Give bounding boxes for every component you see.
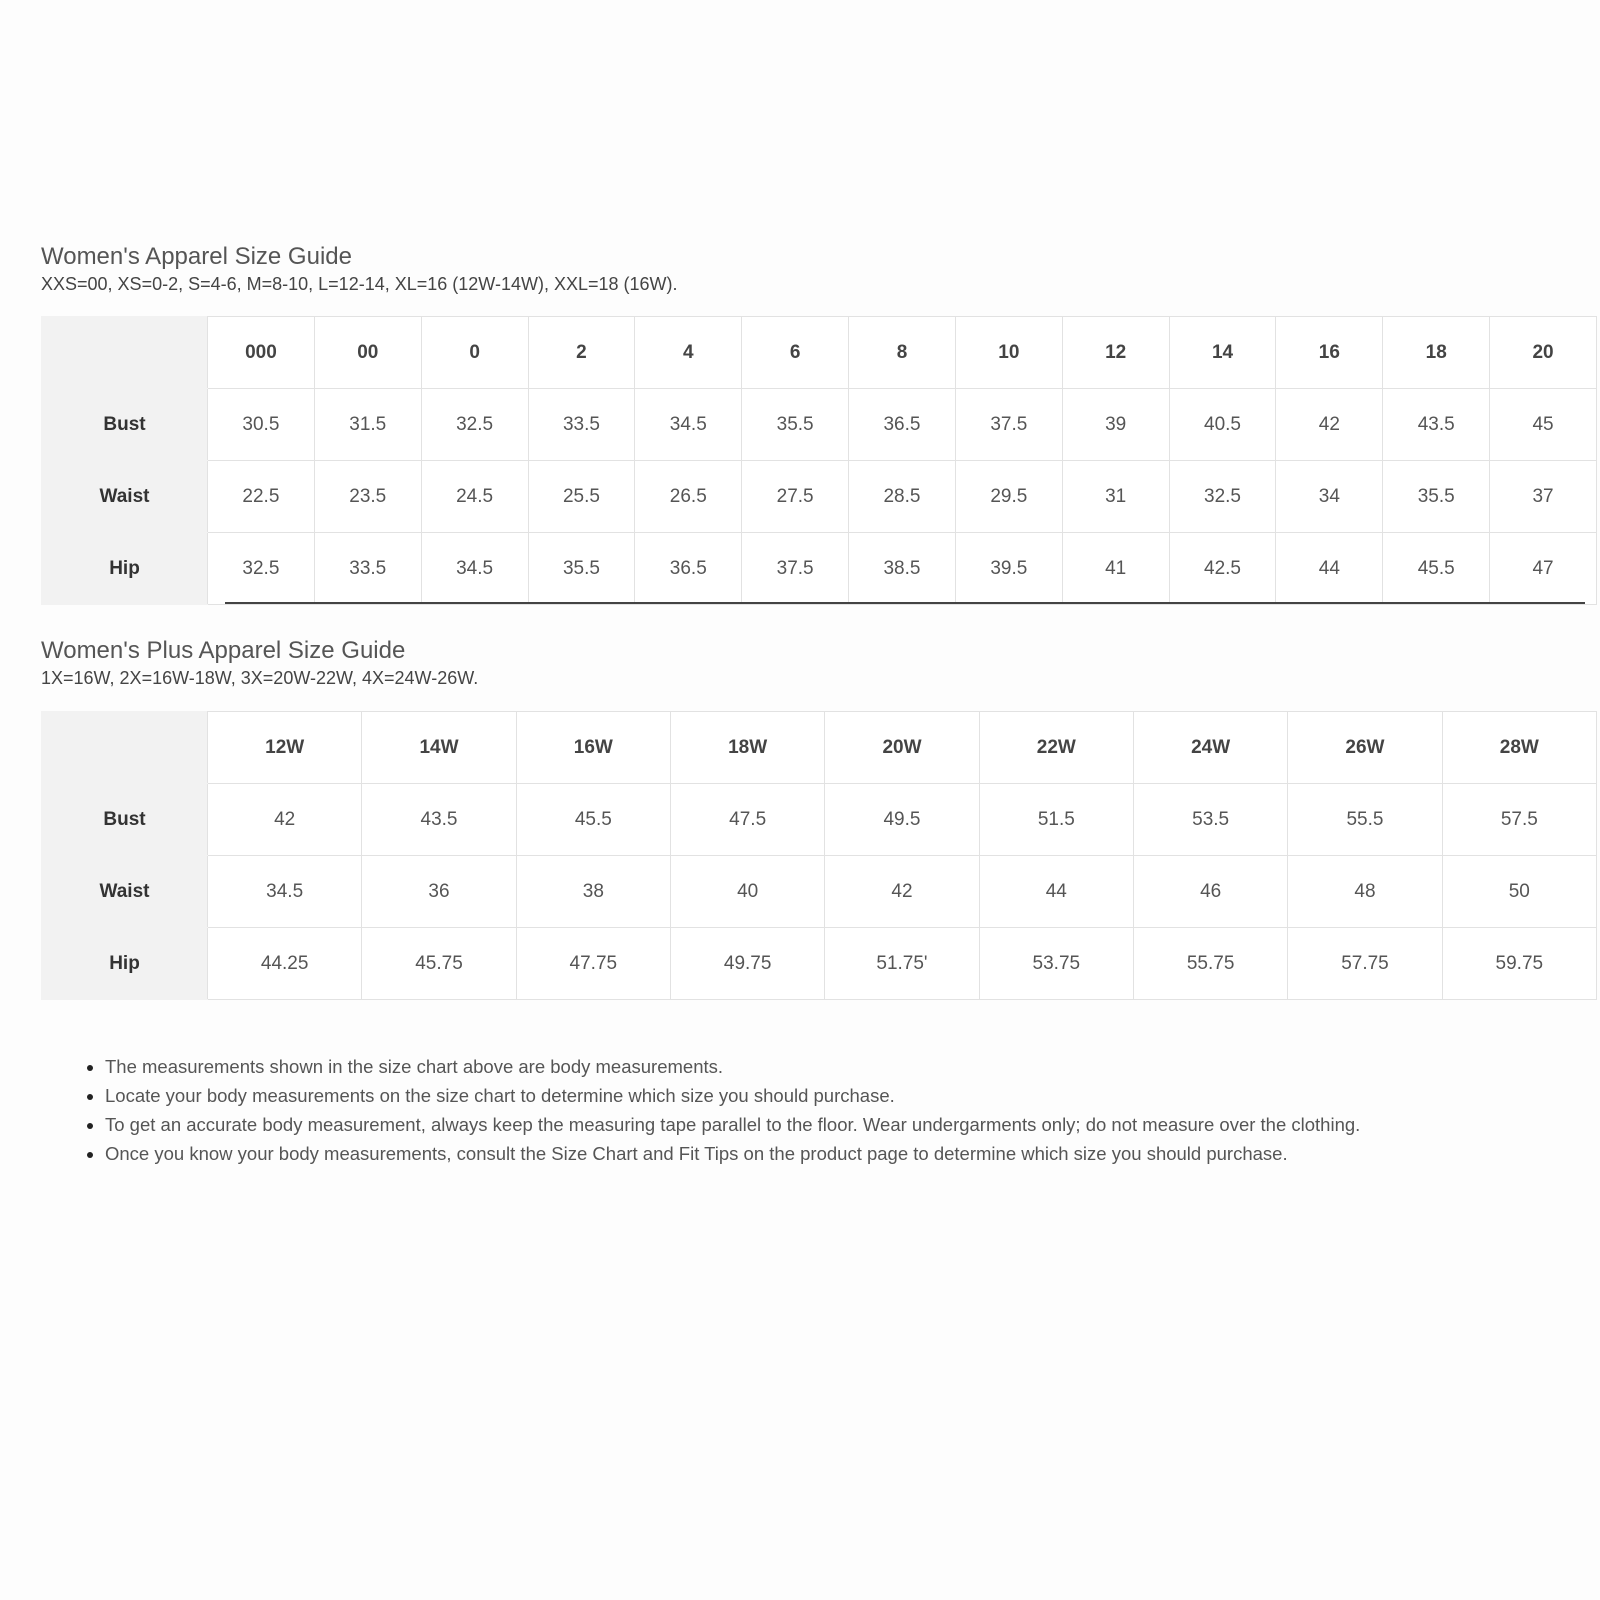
- header-corner-cell: [42, 712, 208, 784]
- size-header-cell: 0: [421, 317, 528, 389]
- measurement-cell: 33.5: [528, 389, 635, 461]
- size-header-cell: 18: [1383, 317, 1490, 389]
- measurement-cell: 42.5: [1169, 533, 1276, 605]
- plus-guide-title: Women's Plus Apparel Size Guide: [41, 637, 406, 664]
- size-header-cell: 26W: [1288, 712, 1442, 784]
- measurement-cell: 27.5: [742, 461, 849, 533]
- measurement-cell: 39: [1062, 389, 1169, 461]
- measurement-cell: 39.5: [955, 533, 1062, 605]
- measurement-cell: 37.5: [955, 389, 1062, 461]
- note-item: • Once you know your body measurements, consult the Size Chart and Fit Tips on the product page to determine which size you should purchase.: [105, 1139, 1585, 1168]
- size-header-cell: 14: [1169, 317, 1276, 389]
- measurement-cell: 42: [1276, 389, 1383, 461]
- measurement-label: Hip: [42, 928, 208, 1000]
- table-row: [42, 856, 1597, 928]
- measurement-cell: 35.5: [742, 389, 849, 461]
- measurement-cell: 43.5: [1383, 389, 1490, 461]
- measurement-cell: 36: [362, 856, 516, 928]
- note-item: • To get an accurate body measurement, always keep the measuring tape parallel to the floor. Wear undergarments only; do not measure over the clothing.: [105, 1110, 1585, 1139]
- size-header-cell: 000: [208, 317, 315, 389]
- apparel-guide-heading: [41, 242, 678, 296]
- size-header-cell: 14W: [362, 712, 516, 784]
- plus-guide-subtitle: 1X=16W, 2X=16W-18W, 3X=20W-22W, 4X=24W-26W.: [41, 668, 479, 688]
- size-header-cell: 24W: [1133, 712, 1287, 784]
- measurement-label: Waist: [42, 856, 208, 928]
- measurement-cell: 24.5: [421, 461, 528, 533]
- measurement-label: Bust: [42, 784, 208, 856]
- table-divider: [225, 602, 1585, 604]
- measurement-cell: 22.5: [208, 461, 315, 533]
- size-header-row: [42, 317, 1597, 389]
- measurement-cell: 38: [516, 856, 670, 928]
- measurement-cell: 35.5: [528, 533, 635, 605]
- apparel-guide-title: Women's Apparel Size Guide: [41, 243, 352, 270]
- size-header-cell: 28W: [1442, 712, 1596, 784]
- measurement-cell: 31: [1062, 461, 1169, 533]
- size-header-cell: 00: [314, 317, 421, 389]
- plus-size-table: [41, 711, 1597, 1000]
- measurement-cell: 28.5: [849, 461, 956, 533]
- apparel-guide-subtitle: XXS=00, XS=0-2, S=4-6, M=8-10, L=12-14, XL=16 (12W-14W), XXL=18 (16W).: [41, 274, 678, 294]
- measurement-cell: 47.5: [670, 784, 824, 856]
- measurement-cell: 49.5: [825, 784, 979, 856]
- measurement-cell: 50: [1442, 856, 1596, 928]
- measurement-cell: 44: [979, 856, 1133, 928]
- measurement-cell: 41: [1062, 533, 1169, 605]
- size-header-cell: 18W: [670, 712, 824, 784]
- size-header-cell: 12W: [208, 712, 362, 784]
- measurement-notes: [80, 1052, 1585, 1168]
- measurement-cell: 47: [1490, 533, 1597, 605]
- size-header-cell: 16W: [516, 712, 670, 784]
- size-header-cell: 8: [849, 317, 956, 389]
- measurement-cell: 43.5: [362, 784, 516, 856]
- measurement-cell: 47.75: [516, 928, 670, 1000]
- measurement-cell: 32.5: [208, 533, 315, 605]
- measurement-cell: 45.5: [1383, 533, 1490, 605]
- measurement-cell: 42: [825, 856, 979, 928]
- table-row: [42, 784, 1597, 856]
- table-row: [42, 533, 1597, 605]
- size-header-cell: 2: [528, 317, 635, 389]
- table-row: [42, 389, 1597, 461]
- measurement-cell: 34: [1276, 461, 1383, 533]
- table-row: [42, 461, 1597, 533]
- measurement-cell: 44.25: [208, 928, 362, 1000]
- measurement-label: Waist: [42, 461, 208, 533]
- measurement-cell: 53.75: [979, 928, 1133, 1000]
- measurement-cell: 37: [1490, 461, 1597, 533]
- measurement-cell: 38.5: [849, 533, 956, 605]
- measurement-cell: 34.5: [635, 389, 742, 461]
- size-header-cell: 16: [1276, 317, 1383, 389]
- measurement-cell: 55.5: [1288, 784, 1442, 856]
- measurement-cell: 31.5: [314, 389, 421, 461]
- measurement-cell: 40: [670, 856, 824, 928]
- size-header-cell: 4: [635, 317, 742, 389]
- size-header-cell: 12: [1062, 317, 1169, 389]
- measurement-cell: 48: [1288, 856, 1442, 928]
- measurement-cell: 51.5: [979, 784, 1133, 856]
- plus-guide-heading: [41, 636, 478, 690]
- measurement-cell: 45.75: [362, 928, 516, 1000]
- measurement-cell: 25.5: [528, 461, 635, 533]
- measurement-cell: 51.75': [825, 928, 979, 1000]
- measurement-cell: 37.5: [742, 533, 849, 605]
- measurement-cell: 36.5: [635, 533, 742, 605]
- measurement-cell: 34.5: [208, 856, 362, 928]
- note-item: • Locate your body measurements on the size chart to determine which size you should purchase.: [105, 1081, 1585, 1110]
- measurement-cell: 34.5: [421, 533, 528, 605]
- measurement-cell: 57.5: [1442, 784, 1596, 856]
- note-item: • The measurements shown in the size chart above are body measurements.: [105, 1052, 1585, 1081]
- size-header-cell: 20W: [825, 712, 979, 784]
- measurement-cell: 57.75: [1288, 928, 1442, 1000]
- measurement-cell: 33.5: [314, 533, 421, 605]
- measurement-cell: 42: [208, 784, 362, 856]
- measurement-cell: 53.5: [1133, 784, 1287, 856]
- measurement-cell: 23.5: [314, 461, 421, 533]
- measurement-cell: 32.5: [421, 389, 528, 461]
- apparel-size-table: [41, 316, 1597, 605]
- measurement-cell: 49.75: [670, 928, 824, 1000]
- measurement-cell: 32.5: [1169, 461, 1276, 533]
- size-header-cell: 20: [1490, 317, 1597, 389]
- table-row: [42, 928, 1597, 1000]
- measurement-cell: 44: [1276, 533, 1383, 605]
- size-header-cell: 22W: [979, 712, 1133, 784]
- measurement-cell: 45: [1490, 389, 1597, 461]
- measurement-cell: 30.5: [208, 389, 315, 461]
- measurement-cell: 55.75: [1133, 928, 1287, 1000]
- measurement-cell: 46: [1133, 856, 1287, 928]
- measurement-cell: 45.5: [516, 784, 670, 856]
- measurement-cell: 59.75: [1442, 928, 1596, 1000]
- header-corner-cell: [42, 317, 208, 389]
- size-header-cell: 10: [955, 317, 1062, 389]
- size-header-cell: 6: [742, 317, 849, 389]
- size-header-row: [42, 712, 1597, 784]
- measurement-cell: 36.5: [849, 389, 956, 461]
- measurement-cell: 26.5: [635, 461, 742, 533]
- measurement-cell: 35.5: [1383, 461, 1490, 533]
- measurement-cell: 40.5: [1169, 389, 1276, 461]
- measurement-cell: 29.5: [955, 461, 1062, 533]
- measurement-label: Bust: [42, 389, 208, 461]
- measurement-label: Hip: [42, 533, 208, 605]
